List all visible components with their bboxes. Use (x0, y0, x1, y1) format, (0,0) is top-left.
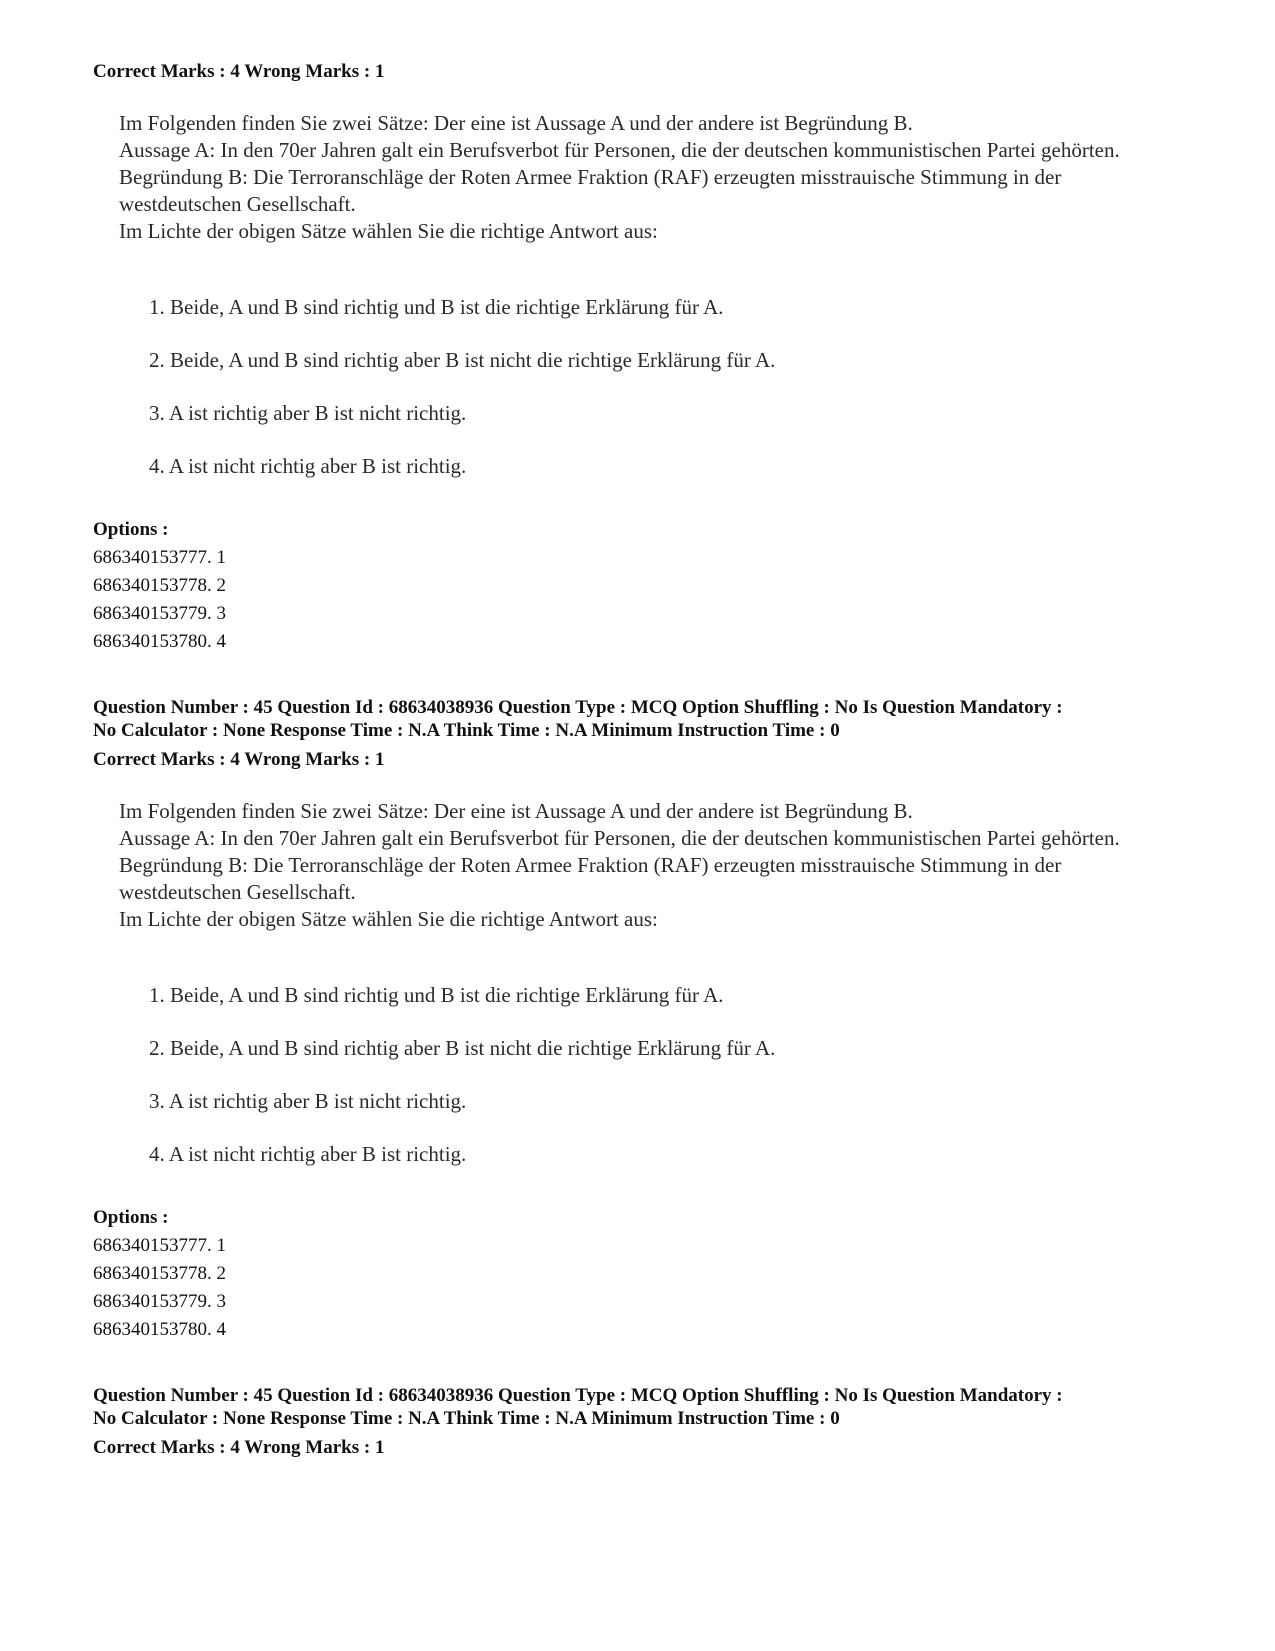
choice-item: 3. A ist richtig aber B ist nicht richtig. (149, 1089, 467, 1113)
option-line: 686340153780. 4 (93, 631, 226, 652)
choice-item: 3. A ist richtig aber B ist nicht richtig. (149, 401, 467, 425)
option-line: 686340153779. 3 (93, 1291, 226, 1312)
options-label: Options : (93, 519, 169, 540)
statement-a: Aussage A: In den 70er Jahren galt ein Berufsverbot für Personen, die der deutschen kommunistischen Partei gehörten. (119, 826, 1120, 850)
question-image (119, 798, 1179, 1166)
reason-b: Begründung B: Die Terroranschläge der Roten Armee Fraktion (RAF) erzeugten misstrauische Stimmung in der westdeutschen Gesellschaft. (119, 165, 1062, 216)
question-header-line-2: No Calculator : None Response Time : N.A Think Time : N.A Minimum Instruction Time : 0 (93, 720, 840, 741)
option-line: 686340153778. 2 (93, 575, 226, 596)
statement-a: Aussage A: In den 70er Jahren galt ein Berufsverbot für Personen, die der deutschen kommunistischen Partei gehörten. (119, 138, 1120, 162)
option-line: 686340153777. 1 (93, 547, 226, 568)
question-prompt: Im Lichte der obigen Sätze wählen Sie die richtige Antwort aus: (119, 219, 658, 243)
option-line: 686340153777. 1 (93, 1235, 226, 1256)
question-header-line-2: No Calculator : None Response Time : N.A Think Time : N.A Minimum Instruction Time : 0 (93, 1408, 840, 1429)
marks-line: Correct Marks : 4 Wrong Marks : 1 (93, 61, 385, 82)
option-line: 686340153778. 2 (93, 1263, 226, 1284)
question-prompt: Im Lichte der obigen Sätze wählen Sie die richtige Antwort aus: (119, 907, 658, 931)
choice-item: 4. A ist nicht richtig aber B ist richtig. (149, 1142, 467, 1166)
question-header-line-1: Question Number : 45 Question Id : 68634038936 Question Type : MCQ Option Shuffling : No Is Question Mandatory : (93, 1385, 1063, 1406)
choice-item: 1. Beide, A und B sind richtig und B ist die richtige Erklärung für A. (149, 295, 724, 319)
reason-b: Begründung B: Die Terroranschläge der Roten Armee Fraktion (RAF) erzeugten misstrauische Stimmung in der westdeutschen Gesellschaft. (119, 853, 1062, 904)
question-header-line-1: Question Number : 45 Question Id : 68634038936 Question Type : MCQ Option Shuffling : No Is Question Mandatory : (93, 697, 1063, 718)
question-intro: Im Folgenden finden Sie zwei Sätze: Der eine ist Aussage A und der andere ist Begründung B. (119, 799, 913, 823)
question-image (119, 110, 1179, 478)
choice-item: 4. A ist nicht richtig aber B ist richtig. (149, 454, 467, 478)
option-line: 686340153780. 4 (93, 1319, 226, 1340)
choice-item: 2. Beide, A und B sind richtig aber B ist nicht die richtige Erklärung für A. (149, 348, 776, 372)
option-line: 686340153779. 3 (93, 603, 226, 624)
choice-item: 2. Beide, A und B sind richtig aber B ist nicht die richtige Erklärung für A. (149, 1036, 776, 1060)
marks-line: Correct Marks : 4 Wrong Marks : 1 (93, 749, 385, 770)
question-intro: Im Folgenden finden Sie zwei Sätze: Der eine ist Aussage A und der andere ist Begründung B. (119, 111, 913, 135)
marks-line: Correct Marks : 4 Wrong Marks : 1 (93, 1437, 385, 1458)
choice-item: 1. Beide, A und B sind richtig und B ist die richtige Erklärung für A. (149, 983, 724, 1007)
options-label: Options : (93, 1207, 169, 1228)
